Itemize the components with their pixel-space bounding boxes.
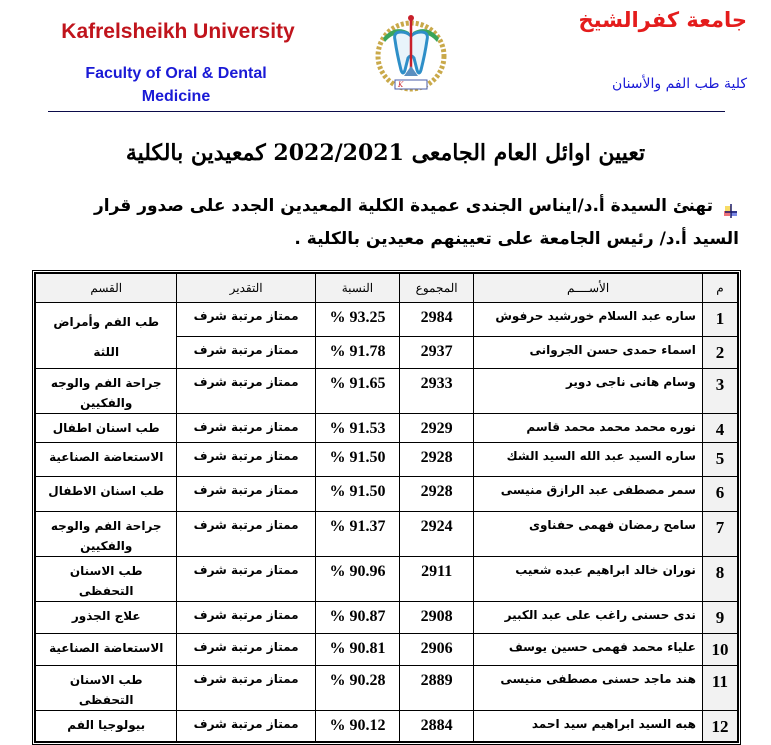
table-row bbox=[36, 477, 738, 512]
cell-grade: ممتاز مرتبة شرف bbox=[177, 711, 315, 742]
cell-total: 2911 bbox=[400, 557, 474, 602]
cell-name: هند ماجد حسنى مصطفى منيسى bbox=[474, 666, 703, 711]
table-row bbox=[36, 557, 738, 602]
cell-dept: طب اسنان الاطفال bbox=[36, 477, 177, 512]
cell-percent: 91.53 % bbox=[315, 414, 399, 443]
cell-grade: ممتاز مرتبة شرف bbox=[177, 634, 315, 666]
cell-percent: 90.28 % bbox=[315, 666, 399, 711]
cell-percent: 91.50 % bbox=[315, 443, 399, 477]
cell-name: سامح رمضان فهمى حفناوى bbox=[474, 512, 703, 557]
table-row bbox=[36, 512, 738, 557]
faculty-logo-icon bbox=[375, 10, 447, 106]
cell-total: 2984 bbox=[400, 303, 474, 337]
cell-percent: 90.81 % bbox=[315, 634, 399, 666]
cell-grade: ممتاز مرتبة شرف bbox=[177, 337, 315, 369]
cell-name: علياء محمد فهمى حسين يوسف bbox=[474, 634, 703, 666]
cell-grade: ممتاز مرتبة شرف bbox=[177, 477, 315, 512]
cell-name: ساره عبد السلام خورشيد حرفوش bbox=[474, 303, 703, 337]
cell-index: 11 bbox=[702, 666, 737, 711]
cell-percent: 91.37 % bbox=[315, 512, 399, 557]
cell-name: وسام هانى ناجى دوير bbox=[474, 369, 703, 414]
cell-grade: ممتاز مرتبة شرف bbox=[177, 666, 315, 711]
cell-grade: ممتاز مرتبة شرف bbox=[177, 557, 315, 602]
svg-text:K: K bbox=[398, 81, 404, 89]
cell-percent: 90.87 % bbox=[315, 602, 399, 634]
cell-percent: 91.50 % bbox=[315, 477, 399, 512]
cell-dept: جراحة الفم والوجه والفكيين bbox=[36, 369, 177, 414]
cell-dept: طب الفم وأمراض اللثة bbox=[36, 303, 177, 369]
cell-index: 10 bbox=[702, 634, 737, 666]
table-row bbox=[36, 303, 738, 337]
cell-total: 2933 bbox=[400, 369, 474, 414]
cell-total: 2889 bbox=[400, 666, 474, 711]
cell-dept: بيولوجيا الفم bbox=[36, 711, 177, 742]
cell-total: 2908 bbox=[400, 602, 474, 634]
cell-grade: ممتاز مرتبة شرف bbox=[177, 414, 315, 443]
intro-text: تهنئ السيدة أ.د/ايناس الجندى عميدة الكلية المعيدين الجدد على صدور قرار السيد أ.د/ رئيس الجامعة على تعيينهم معيدين بالكلية . bbox=[93, 196, 739, 249]
cell-index: 7 bbox=[702, 512, 737, 557]
cell-index: 3 bbox=[702, 369, 737, 414]
cell-index: 12 bbox=[702, 711, 737, 742]
university-name-ar: جامعة كفرالشيخ bbox=[578, 8, 747, 32]
cell-dept: علاج الجذور bbox=[36, 602, 177, 634]
cell-dept: طب اسنان اطفال bbox=[36, 414, 177, 443]
cell-name: ساره السيد عبد الله السيد الشك bbox=[474, 443, 703, 477]
cell-percent: 93.25 % bbox=[315, 303, 399, 337]
cell-name: سمر مصطفى عبد الرازق منيسى bbox=[474, 477, 703, 512]
col-header-index: م bbox=[702, 274, 737, 303]
cell-dept: الاستعاضة الصناعية bbox=[36, 634, 177, 666]
faculty-name-en: Faculty of Oral & Dental Medicine bbox=[85, 65, 267, 105]
cell-index: 2 bbox=[702, 337, 737, 369]
cell-index: 6 bbox=[702, 477, 737, 512]
table-row bbox=[36, 602, 738, 634]
cell-percent: 90.12 % bbox=[315, 711, 399, 742]
cell-grade: ممتاز مرتبة شرف bbox=[177, 303, 315, 337]
table-row bbox=[36, 666, 738, 711]
table-row bbox=[36, 443, 738, 477]
table-row bbox=[36, 711, 738, 742]
col-header-name: الأســــم bbox=[474, 274, 703, 303]
intro-paragraph bbox=[59, 190, 739, 256]
cell-total: 2929 bbox=[400, 414, 474, 443]
cell-dept: طب الاسنان التحفظى bbox=[36, 666, 177, 711]
cell-index: 4 bbox=[702, 414, 737, 443]
cell-name: ندى حسنى راغب على عبد الكبير bbox=[474, 602, 703, 634]
table-row bbox=[36, 369, 738, 414]
faculty-name-ar: كلية طب الفم والأسنان bbox=[612, 76, 747, 92]
cell-name: نوره محمد محمد محمد قاسم bbox=[474, 414, 703, 443]
cell-index: 5 bbox=[702, 443, 737, 477]
colored-plus-bullet-icon bbox=[723, 198, 739, 214]
university-name-en: Kafrelsheikh University bbox=[61, 20, 295, 43]
appointees-table bbox=[32, 270, 741, 745]
page-title: تعيين اوائل العام الجامعى 2022/2021 كمعيدين بالكلية bbox=[125, 140, 646, 166]
col-header-dept: القسم bbox=[36, 274, 177, 303]
table-row bbox=[36, 414, 738, 443]
table-row bbox=[36, 634, 738, 666]
cell-dept: الاستعاضة الصناعية bbox=[36, 443, 177, 477]
cell-total: 2928 bbox=[400, 443, 474, 477]
cell-total: 2924 bbox=[400, 512, 474, 557]
cell-name: اسماء حمدى حسن الجروانى bbox=[474, 337, 703, 369]
cell-index: 9 bbox=[702, 602, 737, 634]
cell-total: 2906 bbox=[400, 634, 474, 666]
cell-dept: طب الاسنان التحفظى bbox=[36, 557, 177, 602]
cell-total: 2937 bbox=[400, 337, 474, 369]
header-divider bbox=[48, 111, 725, 112]
cell-total: 2884 bbox=[400, 711, 474, 742]
col-header-grade: التقدير bbox=[177, 274, 315, 303]
cell-grade: ممتاز مرتبة شرف bbox=[177, 369, 315, 414]
cell-name: هبه السيد ابراهيم سيد احمد bbox=[474, 711, 703, 742]
cell-index: 1 bbox=[702, 303, 737, 337]
cell-percent: 91.65 % bbox=[315, 369, 399, 414]
col-header-percent: النسبة bbox=[315, 274, 399, 303]
cell-grade: ممتاز مرتبة شرف bbox=[177, 602, 315, 634]
cell-name: نوران خالد ابراهيم عبده شعيب bbox=[474, 557, 703, 602]
cell-grade: ممتاز مرتبة شرف bbox=[177, 443, 315, 477]
cell-percent: 90.96 % bbox=[315, 557, 399, 602]
col-header-total: المجموع bbox=[400, 274, 474, 303]
cell-percent: 91.78 % bbox=[315, 337, 399, 369]
cell-grade: ممتاز مرتبة شرف bbox=[177, 512, 315, 557]
cell-total: 2928 bbox=[400, 477, 474, 512]
cell-index: 8 bbox=[702, 557, 737, 602]
table-header-row bbox=[36, 274, 738, 303]
cell-dept: جراحة الفم والوجه والفكيين bbox=[36, 512, 177, 557]
